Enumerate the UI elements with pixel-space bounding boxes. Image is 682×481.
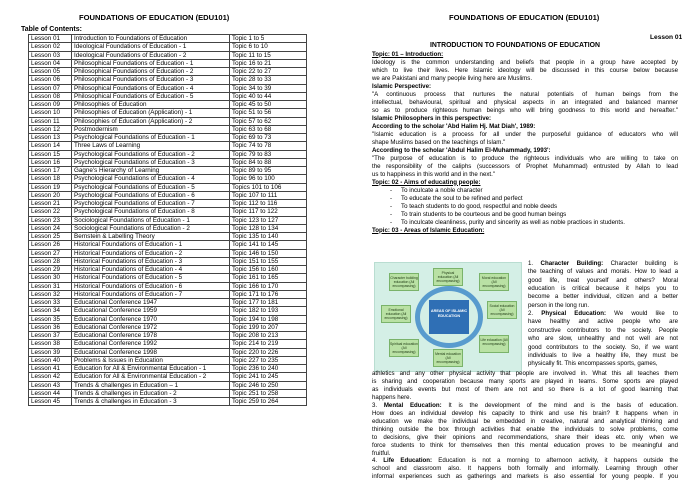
toc-lesson-cell: Lesson 20 [29,191,72,199]
toc-topic-cell: Topic 123 to 127 [230,216,307,224]
toc-title-cell: Psychological Foundations of Education - 8 [72,208,230,216]
toc-title-cell: Trends & challenges in Education - 2 [72,389,230,397]
toc-lesson-cell: Lesson 07 [29,84,72,92]
toc-lesson-cell: Lesson 02 [29,43,72,51]
toc-lesson-cell: Lesson 10 [29,109,72,117]
toc-title-cell: Philosophies of Education (Application) - 2 [72,117,230,125]
body-line: us to happiness in this world and in the next." [372,170,496,178]
toc-lesson-cell: Lesson 15 [29,150,72,158]
toc-lesson-cell: Lesson 05 [29,68,72,76]
toc-row [29,175,307,183]
body-line: who are slow, unhealthy and not well are not [528,335,678,343]
toc-title-cell: Historical Foundations of Education - 4 [72,266,230,274]
toc-topic-cell: Topic 107 to 111 [230,191,307,199]
toc-row [29,266,307,274]
topic-heading: Topic: 02 - Aims of educating people: [372,178,481,186]
toc-title-cell: Educational Conference 1947 [72,299,230,307]
section-heading: According to the scholar 'Abd Halim Hj. Mat Diah', 1989: [372,122,536,130]
toc-row [29,373,307,381]
toc-lesson-cell: Lesson 30 [29,274,72,282]
toc-row [29,315,307,323]
diagram-box: Spiritual education (All encompassing) [389,339,419,357]
toc-title-cell: Psychological Foundations of Education - 6 [72,191,230,199]
diagram-box: Physical education (All encompassing) [433,268,463,286]
body-line: education we make the individual be embedded in creative, natural and analytical thinking and [372,417,678,425]
toc-row [29,109,307,117]
toc-lesson-cell: Lesson 45 [29,398,72,406]
body-line: individuals to live a healthy life, they must be [528,351,678,359]
toc-topic-cell: Topics 101 to 106 [230,183,307,191]
toc-lesson-cell: Lesson 18 [29,175,72,183]
toc-row [29,307,307,315]
toc-row [29,398,307,406]
toc-lesson-cell: Lesson 23 [29,216,72,224]
toc-row [29,348,307,356]
toc-row [29,134,307,142]
toc-topic-cell: Topic 199 to 207 [230,323,307,331]
toc-lesson-cell: Lesson 03 [29,51,72,59]
toc-row [29,51,307,59]
body-line: school and classroom also. It happens both formally and informally. Learning through other [372,465,678,473]
toc-row [29,290,307,298]
toc-row [29,381,307,389]
bullet-item: - To train students to be courteous and be good human beings [390,211,678,218]
toc-row [29,125,307,133]
body-line: 3. Mental Education: It is the development of the mind and is the basis of education. [372,401,679,409]
toc-row [29,200,307,208]
toc-topic-cell: Topic 177 to 181 [230,299,307,307]
body-line: so as to produce righteous human beings who will bring goodness to this world and hereafter." [372,106,678,114]
toc-title-cell: Ideological Foundations of Education - 2 [72,51,230,59]
toc-title-cell: Philosophies of Education (Application) - 1 [72,109,230,117]
toc-row [29,117,307,125]
toc-row [29,183,307,191]
toc-title-cell: Bernstein & Labelling Theory [72,233,230,241]
toc-topic-cell: Topic 69 to 73 [230,134,307,142]
diagram-box: Moral education (All encompassing) [479,273,509,291]
toc-title-cell: Historical Foundations of Education - 6 [72,282,230,290]
right-page [352,0,682,481]
toc-title-cell: Trends & challenges in Education – 1 [72,381,230,389]
toc-topic-cell: Topic 34 to 39 [230,84,307,92]
toc-topic-cell: Topic 1 to 5 [230,35,307,43]
toc-topic-cell: Topic 79 to 83 [230,150,307,158]
toc-title-cell: Educational Conference 1998 [72,348,230,356]
toc-heading: Table of Contents: [21,26,82,33]
section-heading: Islamic Perspective: [372,82,432,90]
toc-lesson-cell: Lesson 28 [29,257,72,265]
toc-lesson-cell: Lesson 12 [29,125,72,133]
toc-row [29,340,307,348]
toc-title-cell: Philosophical Foundations of Education - 3 [72,76,230,84]
toc-topic-cell: Topic 241 to 245 [230,373,307,381]
toc-row [29,158,307,166]
toc-row [29,76,307,84]
topic-heading: Topic: 03 - Areas of Islamic Education: [372,226,485,234]
toc-row [29,282,307,290]
body-line: "The purpose of education is to produce the righteous individuals who are willing to take on [372,154,678,162]
toc-lesson-cell: Lesson 37 [29,332,72,340]
toc-topic-cell: Topic 236 to 240 [230,365,307,373]
toc-topic-cell: Topic 146 to 150 [230,249,307,257]
toc-lesson-cell: Lesson 24 [29,224,72,232]
toc-title-cell: Educational Conference 1978 [72,332,230,340]
toc-topic-cell: Topic 161 to 165 [230,274,307,282]
toc-topic-cell: Topic 11 to 15 [230,51,307,59]
toc-row [29,59,307,67]
toc-topic-cell: Topic 141 to 145 [230,241,307,249]
toc-topic-cell: Topic 208 to 213 [230,332,307,340]
toc-topic-cell: Topic 220 to 226 [230,348,307,356]
toc-lesson-cell: Lesson 04 [29,59,72,67]
body-line: Ideology is the common understanding and beliefs that people in a group have accepted by [372,58,678,66]
bullet-item: - To teach students to do good, respectful and noble deeds [390,203,678,210]
toc-title-cell: Historical Foundations of Education - 7 [72,290,230,298]
toc-lesson-cell: Lesson 33 [29,299,72,307]
toc-topic-cell: Topic 89 to 95 [230,167,307,175]
toc-row [29,241,307,249]
body-line: constructive contributors to the society. People [528,326,678,334]
toc-topic-cell: Topic 135 to 140 [230,233,307,241]
toc-row [29,323,307,331]
toc-lesson-cell: Lesson 01 [29,35,72,43]
body-line: 4. Life Education: Education is not a morning to afternoon activity, it happens outside the [372,457,678,465]
toc-topic-cell: Topic 182 to 193 [230,307,307,315]
toc-row [29,224,307,232]
toc-title-cell: Educational Conference 1992 [72,340,230,348]
toc-row [29,365,307,373]
toc-lesson-cell: Lesson 09 [29,101,72,109]
toc-topic-cell: Topic 166 to 170 [230,282,307,290]
toc-lesson-cell: Lesson 40 [29,356,72,364]
body-line: have healthy and active people who are [528,318,678,326]
toc-topic-cell: Topic 84 to 88 [230,158,307,166]
body-line: "A continuous process that nurtures the natural potentials of human beings from the [372,90,678,98]
diagram-box: Emotional education (All encompassing) [381,305,411,323]
toc-topic-cell: Topic 259 to 264 [230,398,307,406]
toc-topic-cell: Topic 45 to 50 [230,101,307,109]
toc-row [29,257,307,265]
toc-title-cell: Psychological Foundations of Education - 4 [72,175,230,183]
toc-row [29,43,307,51]
toc-row [29,191,307,199]
toc-row [29,216,307,224]
body-line: person in the long run. [528,301,590,309]
toc-topic-cell: Topic 251 to 258 [230,389,307,397]
bullet-item: - To inculcate cleanliness, purity and sincerity as well as noble practices in students. [390,219,678,226]
body-line: is sharing and cooperation because many sports are played in teams. Some sports are played [372,377,678,385]
body-line: informal experiences such as gatherings and markets is also essential for young people. If you [372,473,678,481]
toc-topic-cell: Topic 40 to 44 [230,92,307,100]
toc-title-cell: Gagne's Hierarchy of Learning [72,167,230,175]
bullet-item: - To inculcate a noble character [390,187,678,194]
body-line: the teaching of values and morals. How to lead a [528,268,678,276]
left-page-title: FOUNDATIONS OF EDUCATION (EDU101) [79,13,230,22]
toc-lesson-cell: Lesson 35 [29,315,72,323]
toc-topic-cell: Topic 22 to 27 [230,68,307,76]
areas-diagram [374,262,522,372]
toc-row [29,208,307,216]
toc-lesson-cell: Lesson 38 [29,340,72,348]
body-line: to decisions, give their opinions and recommendations, share their ideas etc. only when we [372,433,678,441]
lesson-title: INTRODUCTION TO FOUNDATIONS OF EDUCATION [430,42,600,49]
toc-row [29,389,307,397]
toc-row [29,299,307,307]
toc-topic-cell: Topic 74 to 78 [230,142,307,150]
toc-lesson-cell: Lesson 34 [29,307,72,315]
toc-row [29,92,307,100]
toc-row [29,249,307,257]
toc-title-cell: Psychological Foundations of Education - 2 [72,150,230,158]
toc-topic-cell: Topic 156 to 160 [230,266,307,274]
toc-title-cell: Education for All & Environmental Education - 2 [72,373,230,381]
body-line: athletics and any other physical activity that people are involved in. What this all teaches them [372,370,678,377]
toc-lesson-cell: Lesson 36 [29,323,72,331]
toc-title-cell: Historical Foundations of Education - 5 [72,274,230,282]
toc-topic-cell: Topic 63 to 68 [230,125,307,133]
toc-lesson-cell: Lesson 06 [29,76,72,84]
toc-title-cell: Psychological Foundations of Education - 1 [72,134,230,142]
toc-title-cell: Educational Conference 1970 [72,315,230,323]
toc-row [29,167,307,175]
body-line: education is critical because it helps you to [528,285,678,293]
body-line: thinking outside the box through activities that enable the individuals to solve problems, come [372,425,678,433]
toc-topic-cell: Topic 128 to 134 [230,224,307,232]
toc-title-cell: Trends & challenges in Education - 3 [72,398,230,406]
toc-title-cell: Philosophical Foundations of Education - 2 [72,68,230,76]
toc-topic-cell: Topic 171 to 176 [230,290,307,298]
toc-title-cell: Philosophies of Education [72,101,230,109]
toc-title-cell: Psychological Foundations of Education - 7 [72,200,230,208]
toc-title-cell: Educational Conference 1972 [72,323,230,331]
toc-row [29,150,307,158]
toc-title-cell: Introduction to Foundations of Education [72,35,230,43]
toc-title-cell: Philosophical Foundations of Education - 1 [72,59,230,67]
toc-title-cell: Philosophical Foundations of Education - 5 [72,92,230,100]
toc-lesson-cell: Lesson 14 [29,142,72,150]
diagram-box: Character building education (All encompassing) [389,273,419,291]
toc-row [29,68,307,76]
toc-topic-cell: Topic 28 to 33 [230,76,307,84]
toc-lesson-cell: Lesson 42 [29,373,72,381]
toc-lesson-cell: Lesson 39 [29,348,72,356]
toc-title-cell: Philosophical Foundations of Education - 4 [72,84,230,92]
body-line: good contributors to the society. So, if we want [528,343,678,351]
body-line: which to live their lives. Here Islamic ideology will be discussed in this course below because [372,66,678,74]
toc-title-cell: Historical Foundations of Education - 1 [72,241,230,249]
toc-row [29,35,307,43]
toc-topic-cell: Topic 6 to 10 [230,43,307,51]
section-heading: Islamic Philosophers in this perspective: [372,114,492,122]
toc-row [29,142,307,150]
toc-lesson-cell: Lesson 27 [29,249,72,257]
body-line: become a better individual, citizen and a better [528,293,678,301]
lesson-number: Lesson 01 [650,34,682,41]
toc-title-cell: Problems & Issues in Education [72,356,230,364]
right-page-title: FOUNDATIONS OF EDUCATION (EDU101) [449,13,600,22]
diagram-box: Life education (All encompassing) [479,335,509,353]
toc-topic-cell: Topic 194 to 198 [230,315,307,323]
toc-title-cell: Sociological Foundations of Education - 1 [72,216,230,224]
toc-topic-cell: Topic 57 to 62 [230,117,307,125]
toc-lesson-cell: Lesson 43 [29,381,72,389]
body-line: shape Muslims based on the teachings of Islam." [372,138,506,146]
toc-lesson-cell: Lesson 41 [29,365,72,373]
toc-row [29,356,307,364]
toc-lesson-cell: Lesson 19 [29,183,72,191]
toc-title-cell: Three Laws of Learning [72,142,230,150]
toc-lesson-cell: Lesson 08 [29,92,72,100]
toc-lesson-cell: Lesson 11 [29,117,72,125]
toc-topic-cell: Topic 117 to 122 [230,208,307,216]
toc-lesson-cell: Lesson 16 [29,158,72,166]
toc-topic-cell: Topic 151 to 155 [230,257,307,265]
toc-title-cell: Ideological Foundations of Education - 1 [72,43,230,51]
body-line: the responsibility of the caliphs (successors of Prophet Muhammad) entrusted by Allah to lead [372,162,678,170]
body-line: "Islamic education is a process for all under the purposeful guidance of educators who will [372,130,678,138]
toc-topic-cell: Topic 227 to 235 [230,356,307,364]
toc-topic-cell: Topic 112 to 116 [230,200,307,208]
toc-title-cell: Education for All & Environmental Education - 1 [72,365,230,373]
body-line: fruitful. [372,449,391,457]
body-line: 2. Physical Education: We would like to [528,310,679,318]
body-line: happens here. [372,393,412,401]
toc-row [29,101,307,109]
toc-title-cell: Sociological Foundations of Education - 2 [72,224,230,232]
toc-lesson-cell: Lesson 21 [29,200,72,208]
toc-topic-cell: Topic 96 to 100 [230,175,307,183]
body-line: intellectual, behavioural, spiritual and physical aspects in an integrated and balanced manner [372,98,678,106]
toc-title-cell: Postmodernism [72,125,230,133]
diagram-box: Social education (All encompassing) [487,301,517,319]
toc-row [29,84,307,92]
toc-lesson-cell: Lesson 32 [29,290,72,298]
toc-title-cell: Psychological Foundations of Education - 5 [72,183,230,191]
toc-lesson-cell: Lesson 44 [29,389,72,397]
toc-row [29,233,307,241]
toc-lesson-cell: Lesson 22 [29,208,72,216]
toc-lesson-cell: Lesson 17 [29,167,72,175]
body-line: 1. Character Building: Character building is [528,260,679,267]
section-heading: According to the scholar 'Abdul Halim El-Muhammady, 1993': [372,146,551,154]
toc-lesson-cell: Lesson 13 [29,134,72,142]
toc-title-cell: Historical Foundations of Education - 3 [72,257,230,265]
toc-lesson-cell: Lesson 25 [29,233,72,241]
body-line: force students to think for themselves then this mental education proves to be meaningful and [372,441,678,449]
toc-row [29,332,307,340]
body-line: physically fit. This encompasses sports, games, [528,360,658,368]
toc-title-cell: Psychological Foundations of Education - 3 [72,158,230,166]
toc-lesson-cell: Lesson 26 [29,241,72,249]
toc-topic-cell: Topic 51 to 56 [230,109,307,117]
body-line: good life, treat yourself and others? Moral [528,276,678,284]
diagram-center: AREAS OF ISLAMIC EDUCATION [429,300,469,334]
bullet-item: - To educate the soul to be refined and perfect [390,195,678,202]
toc-table [28,34,307,406]
body-line: as individuals events but most of them are not and so there is a lot of good learning that [372,385,678,393]
toc-topic-cell: Topic 214 to 219 [230,340,307,348]
body-line: How does an individual develop his capacity to think and use his brain? It happens when in [372,409,678,417]
toc-lesson-cell: Lesson 31 [29,282,72,290]
topic-heading: Topic: 01 – Introduction: [372,50,444,58]
diagram-box: Mental education (All encompassing) [433,349,463,367]
toc-topic-cell: Topic 246 to 250 [230,381,307,389]
toc-topic-cell: Topic 16 to 21 [230,59,307,67]
toc-title-cell: Historical Foundations of Education - 2 [72,249,230,257]
toc-title-cell: Educational Conference 1959 [72,307,230,315]
toc-lesson-cell: Lesson 29 [29,266,72,274]
left-page [0,0,338,459]
toc-row [29,274,307,282]
body-line: we are Pakistani and many people living here are Muslims. [372,74,533,82]
